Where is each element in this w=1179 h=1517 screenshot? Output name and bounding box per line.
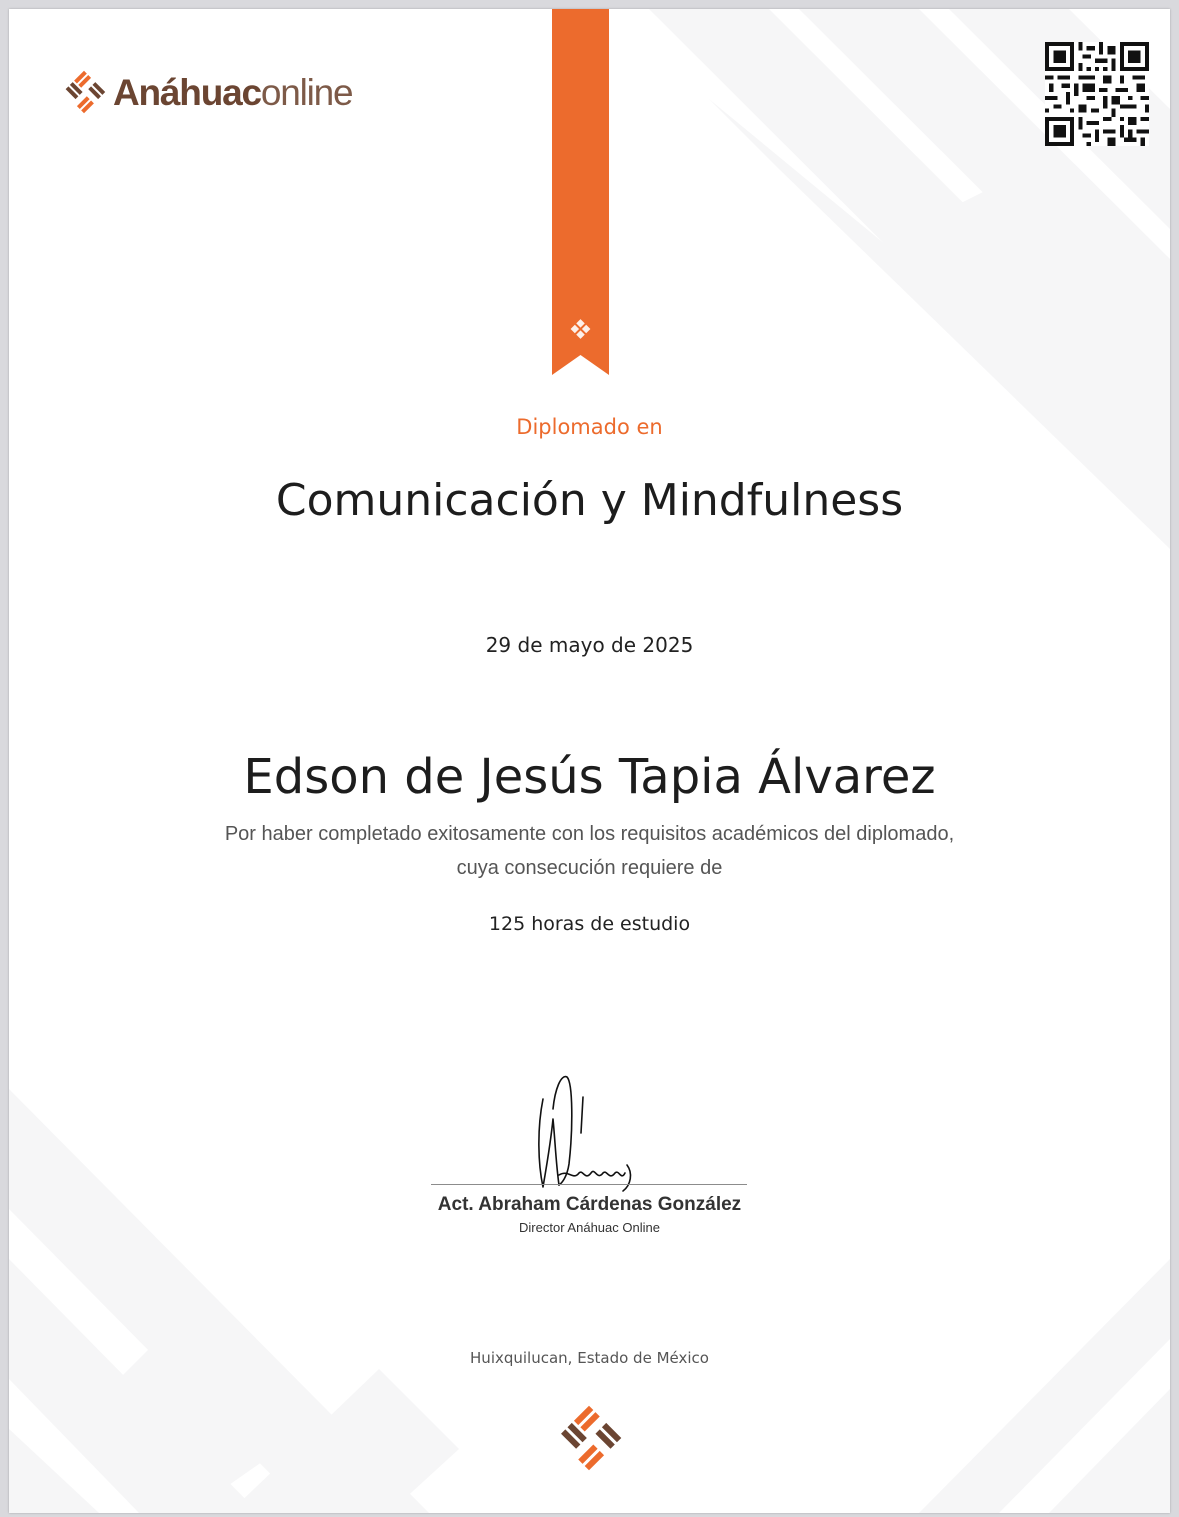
certificate-type-label: Diplomado en	[516, 415, 663, 439]
signature-line	[431, 1184, 747, 1185]
qr-code-icon	[1045, 42, 1149, 146]
bookmark-ribbon-icon	[552, 9, 609, 377]
issue-place: Huixquilucan, Estado de México	[470, 1349, 709, 1367]
program-title: Comunicación y Mindfulness	[275, 475, 904, 526]
brand-wordmark	[113, 71, 353, 113]
handwritten-signature	[529, 1069, 649, 1194]
certificate-page	[9, 9, 1170, 1513]
signer-role: Director Anáhuac Online	[519, 1220, 660, 1235]
brand-suffix: online	[260, 71, 353, 113]
anahuac-diamond-logo-icon	[61, 69, 107, 115]
recipient-name: Edson de Jesús Tapia Álvarez	[243, 749, 936, 805]
signer-name: Act. Abraham Cárdenas González	[437, 1194, 742, 1215]
issue-date: 29 de mayo de 2025	[485, 633, 694, 657]
brand-name: Anáhuac	[113, 71, 261, 113]
anahuac-diamond-logo-icon	[554, 1403, 624, 1473]
statement-line-2: cuya consecución requiere de	[456, 857, 723, 879]
completion-statement	[9, 817, 1170, 885]
brand-logo	[61, 69, 352, 115]
statement-line-1: Por haber completado exitosamente con los requisitos académicos del diplomado,	[224, 823, 955, 845]
study-hours: 125 horas de estudio	[488, 913, 691, 935]
